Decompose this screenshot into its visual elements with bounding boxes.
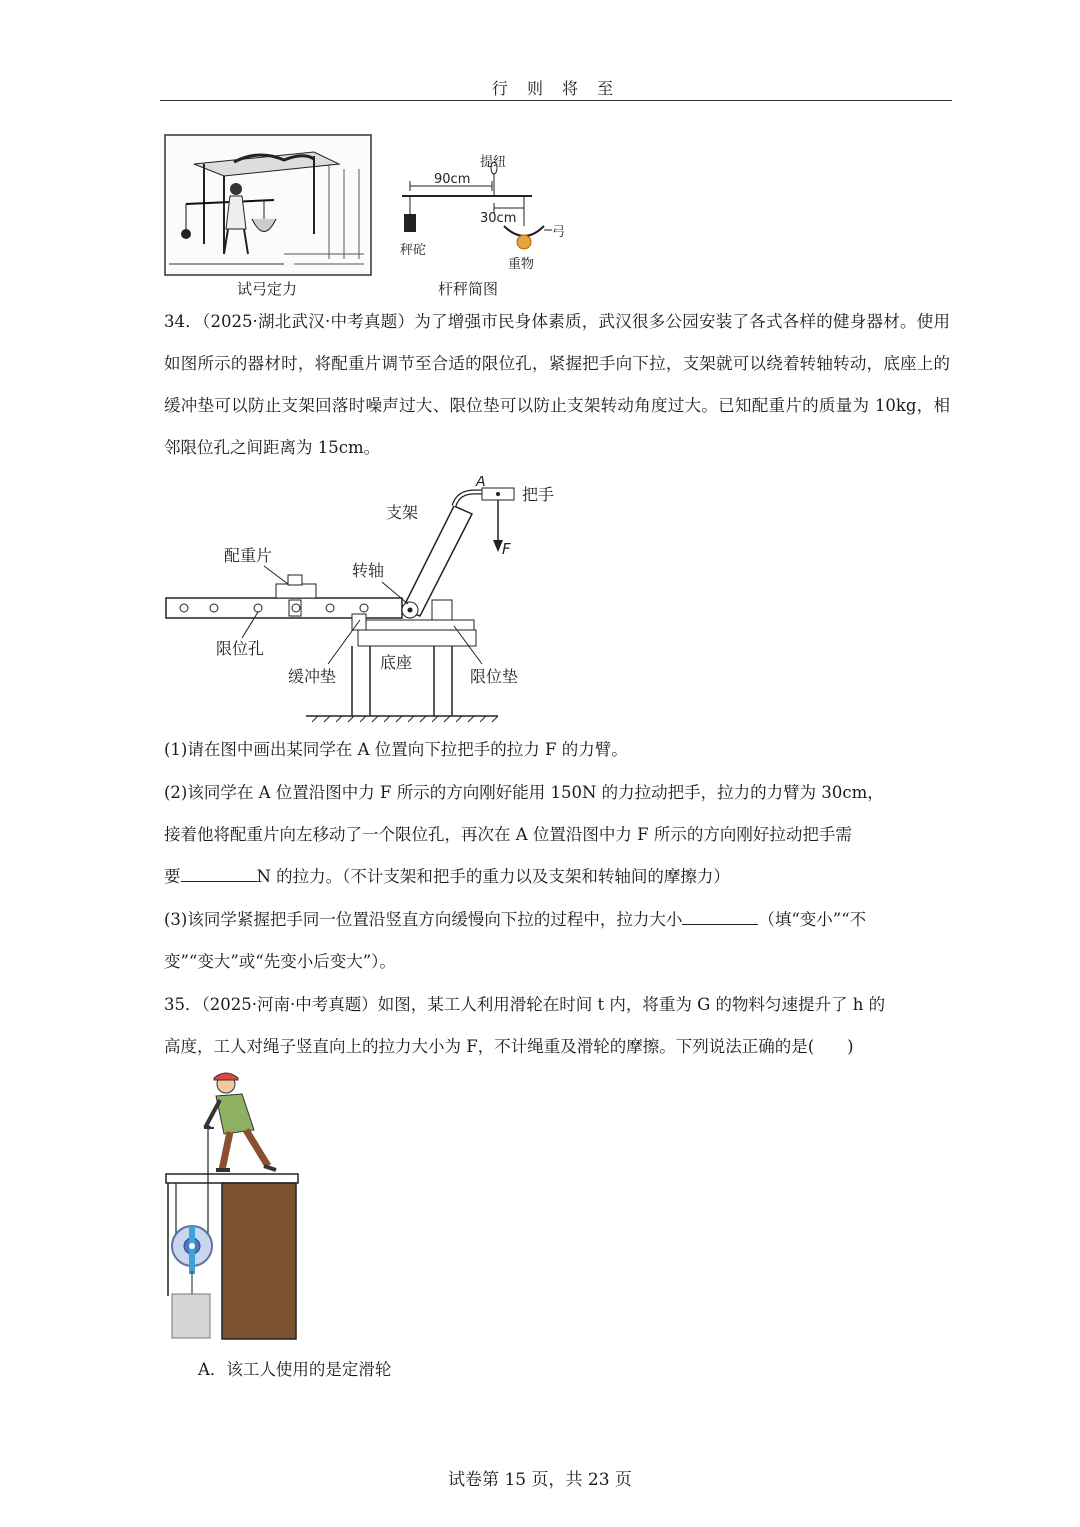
- header-divider: [160, 100, 952, 101]
- label-dizuo: 底座: [380, 653, 413, 672]
- label-F: F: [502, 540, 511, 558]
- label-xianweikong: 限位孔: [216, 639, 265, 658]
- illustration-shigong: [164, 134, 372, 276]
- answer-blank-1[interactable]: [181, 867, 257, 882]
- caption-ganchen: 杆秤简图: [438, 280, 499, 298]
- q35-stem-line1: 35．（2025·河南·中考真题）如图，某工人利用滑轮在时间 t 内，将重为 G 的物料匀速提升了 h 的: [164, 995, 886, 1014]
- q35-option-a[interactable]: A．该工人使用的是定滑轮: [198, 1360, 392, 1379]
- q34-sub2-pre: 要: [164, 867, 181, 886]
- label-gong: 弓: [552, 225, 566, 240]
- q34-sub2-line3: [164, 863, 950, 887]
- caption-shigong: 试弓定力: [237, 280, 298, 298]
- q34-sub3-post: （填“变小”“不: [758, 910, 867, 929]
- label-huanchongdian: 缓冲垫: [288, 667, 337, 686]
- q34-sub3-line2: 变”“变大”或“先变小后变大”）。: [164, 952, 396, 971]
- label-zhongwu: 重物: [508, 257, 535, 272]
- steelyard-diagram: [392, 150, 572, 272]
- label-90cm: 90cm: [434, 172, 471, 187]
- q34-sub3-line1: [164, 906, 950, 930]
- q34-sub3-pre: (3)该同学紧握把手同一位置沿竖直方向缓慢向下拉的过程中，拉力大小: [164, 910, 683, 929]
- q34-sub2-post: N 的拉力。（不计支架和把手的重力以及支架和转轴间的摩擦力）: [256, 867, 730, 886]
- q34-stem: 34．（2025·湖北武汉·中考真题）为了增强市民身体素质，武汉很多公园安装了各式各样的健身器材。使用如图所示的器材时，将配重片调节至合适的限位孔，紧握把手向下拉，支架就可以绕着转轴转动，底座上的缓冲垫可以防止支架回落时噪声过大、限位垫可以防止支架转动角度过大。已知配重片的质量为 10kg，相邻限位孔之间距离为 15cm。: [164, 312, 950, 457]
- label-chengtuo: 秤砣: [400, 243, 427, 258]
- answer-blank-2[interactable]: [682, 910, 758, 925]
- label-zhuanzhou: 转轴: [352, 561, 385, 580]
- label-tizu: 提纽: [480, 155, 507, 170]
- page-footer: 试卷第 15 页，共 23 页: [448, 1470, 632, 1490]
- label-xianweidian: 限位垫: [470, 667, 519, 686]
- fitness-equipment-diagram: [164, 476, 564, 722]
- q34-sub1: (1)请在图中画出某同学在 A 位置向下拉把手的拉力 F 的力臂。: [164, 740, 628, 759]
- page-header: 行 则 将 至: [491, 79, 621, 98]
- q34-sub2-line2: 接着他将配重片向左移动了一个限位孔，再次在 A 位置沿图中力 F 所示的方向刚好拉动把手需: [164, 825, 852, 844]
- label-bashou: 把手: [522, 485, 555, 504]
- label-peizhongpian: 配重片: [224, 546, 273, 565]
- label-zhijia: 支架: [386, 503, 419, 522]
- label-30cm: 30cm: [480, 211, 517, 226]
- label-A: A: [476, 476, 486, 490]
- q34-sub2-line1: (2)该同学在 A 位置沿图中力 F 所示的方向刚好能用 150N 的力拉动把手，拉力的力臂为 30cm，: [164, 783, 884, 802]
- pulley-worker-figure: [164, 1066, 304, 1342]
- q35-stem-line2: 高度，工人对绳子竖直向上的拉力大小为 F，不计绳重及滑轮的摩擦。下列说法正确的是( ): [164, 1037, 854, 1056]
